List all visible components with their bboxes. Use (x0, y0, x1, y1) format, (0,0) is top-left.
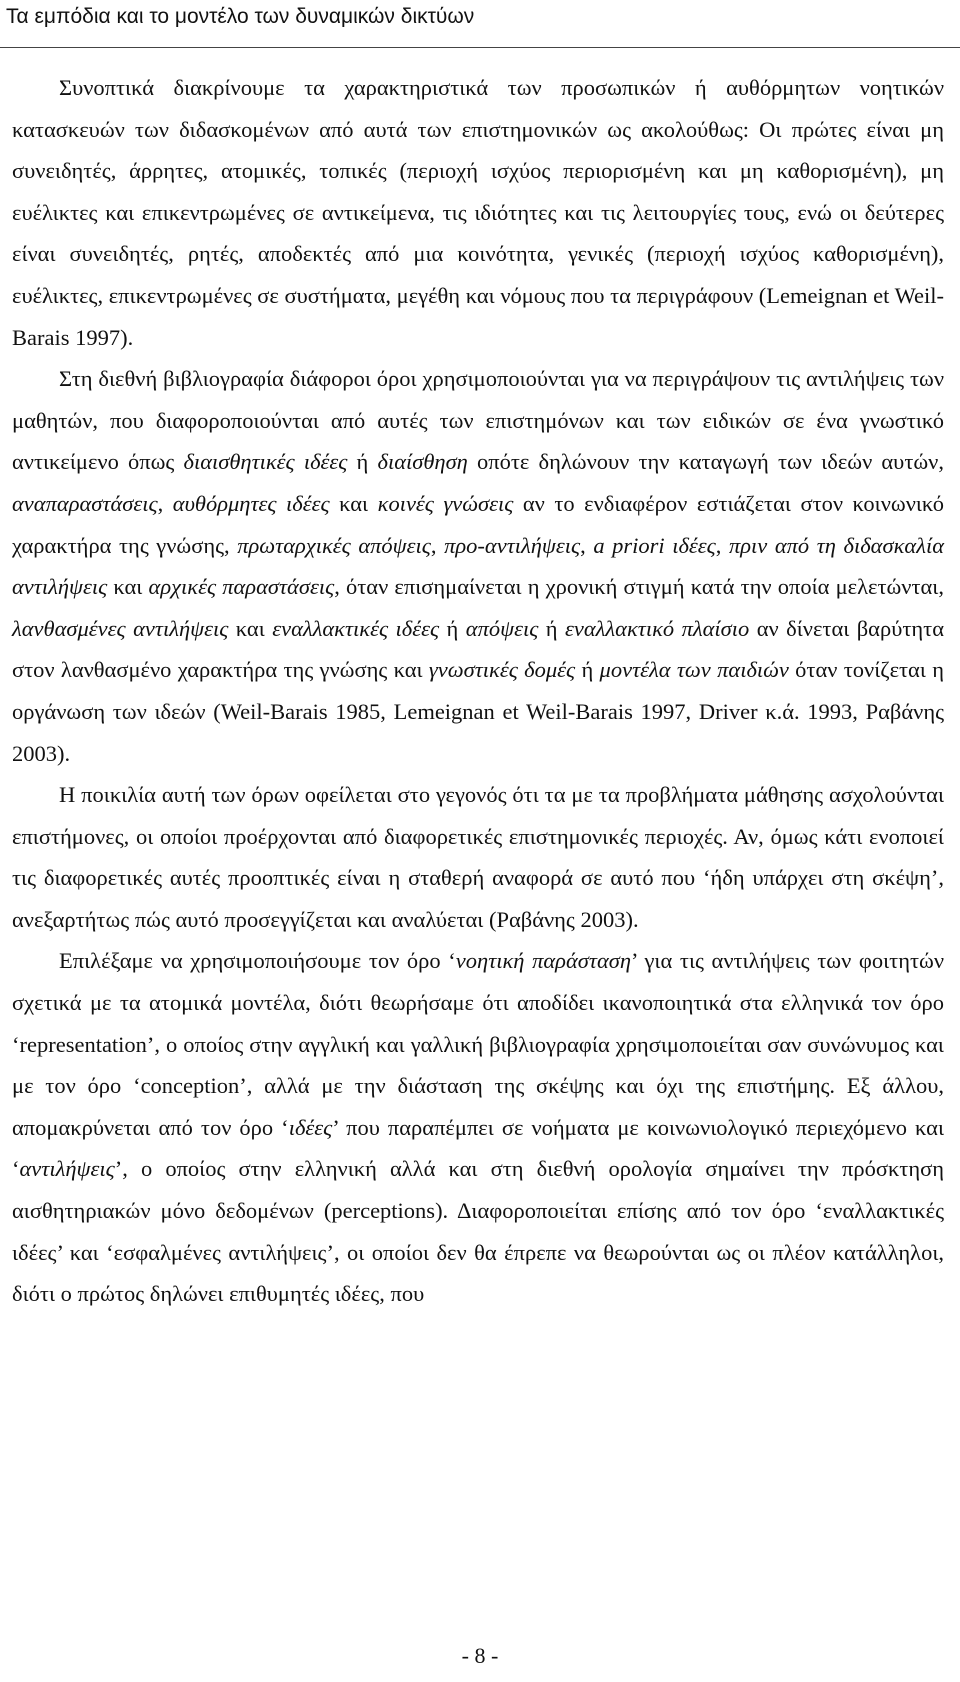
italic-term: διαισθητικές ιδέες (183, 449, 348, 475)
text-run: Συνοπτικά διακρίνουμε τα χαρακτηριστικά των προσωπικών ή αυθόρμητων νοητικών κατασκευών των διδασκομένων από αυτά των επιστημονικών ως ακολούθως: Οι πρώτες είναι μη συνειδητές, άρρητες, ατομικές, τοπικές (περιοχή ισχύος περιορισμένη και μη καθορισμένη), μη ευέλικτες και επικεντρωμένες σε αντικείμενα, τις ιδιότητες και τις λειτουργίες τους, ενώ οι δεύτερες είναι συνειδητές, ρητές, αποδεκτές από μια κοινότητα, γενικές (περιοχή ισχύος καθορισμένη), ευέλικτες, επικεντρωμένες σε συστήματα, μεγέθη και νόμους που τα περιγράφουν (Lemeignan et Weil-Barais 1997). (12, 75, 944, 350)
paragraph (12, 67, 944, 358)
italic-term: προ-αντιλήψεις (444, 532, 581, 558)
document-body (12, 67, 944, 1315)
paragraph (12, 358, 944, 774)
italic-term: εναλλακτικό πλαίσιο (565, 615, 750, 641)
italic-term: αναπαραστάσεις (12, 490, 158, 516)
italic-term: αυθόρμητες ιδέες (172, 490, 330, 516)
italic-term: εναλλακτικές ιδέες (272, 615, 440, 641)
running-header (6, 2, 954, 32)
text-run: αν το ενδιαφέρον εστιάζεται στον κοινωνικό χαρακτήρα της γνώσης, (12, 490, 945, 558)
italic-term: πριν από τη διδασκαλία αντιλήψεις (12, 532, 945, 600)
italic-term: πρωταρχικές απόψεις (237, 532, 431, 558)
text-run: αν δίνεται βαρύτητα στον λανθασμένο χαρακτήρα της γνώσης και (12, 615, 944, 683)
text-run: Επιλέξαμε να χρησιμοποιήσουμε τον όρο ‘ (59, 948, 456, 974)
text-run: και (329, 490, 378, 516)
text-run: , όταν επισημαίνεται η χρονική στιγμή κατά την οποία μελετώνται, (334, 574, 944, 600)
text-run: οπότε δηλώνουν την καταγωγή των ιδεών αυτών, (467, 449, 944, 475)
text-run: ή (347, 449, 378, 475)
text-run: και (107, 574, 149, 600)
paragraph (12, 940, 944, 1314)
text-run: , (715, 532, 729, 558)
italic-term: αντιλήψεις (19, 1156, 115, 1182)
italic-term: μοντέλα των παιδιών (599, 657, 789, 683)
running-title: Τα εμπόδια και το μοντέλο των δυναμικών δικτύων (6, 5, 475, 28)
italic-term: διαίσθηση (377, 449, 468, 475)
page-number: - 8 - (461, 1643, 499, 1668)
italic-term: λανθασμένες αντιλήψεις (12, 615, 229, 641)
text-run: ’ για τις αντιλήψεις των φοιτητών σχετικά με τα ατομικά μοντέλα, διότι θεωρήσαμε ότι αποδίδει ικανοποιητικά στα ελληνικά τον όρο ‘representation’, ο οποίος στην αγγλική και γαλλική βιβλιογραφία χρησιμοποιείται σαν συνώνυμος και με τον όρο ‘conception’, αλλά με την διάσταση της σκέψης και όχι της επιστήμης. Εξ άλλου, απομακρύνεται από τον όρο ‘ (12, 948, 945, 1140)
text-run: και (228, 615, 273, 641)
text-run: ή (538, 615, 566, 641)
italic-term: κοινές γνώσεις (377, 490, 514, 516)
italic-term: αρχικές παραστάσεις (148, 574, 335, 600)
text-run: ’, ο οποίος στην ελληνική αλλά και στη διεθνή ορολογία σημαίνει την πρόσκτηση αισθητηριακών μόνο δεδομένων (perceptions). Διαφοροποιείται επίσης από τον όρο ‘εναλλακτικές ιδέες’ και ‘εσφαλμένες αντιλήψεις’, οι οποίοι δεν θα έπρεπε να θεωρούνται ως οι πλέον κατάλληλοι, διότι ο πρώτος δηλώνει επιθυμητές ιδέες, που (12, 1156, 944, 1307)
paragraph (12, 774, 944, 940)
text-run: ή (439, 615, 466, 641)
italic-term: ιδέες (288, 1114, 333, 1140)
text-run: , (157, 490, 173, 516)
page-footer (0, 1642, 960, 1670)
italic-term: νοητική παράσταση (455, 948, 632, 974)
italic-term: a priori ιδέες (593, 532, 716, 558)
text-run: ’ που παραπέμπει σε νοήματα με κοινωνιολογικό περιεχόμενο και ‘ (12, 1114, 945, 1182)
text-run: ή (575, 657, 600, 683)
text-run: , (580, 532, 594, 558)
text-run: Η ποικιλία αυτή των όρων οφείλεται στο γεγονός ότι τα με τα προβλήματα μάθησης ασχολούνται επιστήμονες, οι οποίοι προέρχονται από διαφορετικές επιστημονικές περιοχές. Αν, όμως κάτι ενοποιεί τις διαφορετικές αυτές προοπτικές είναι η σταθερή αναφορά σε αυτό που ‘ήδη υπάρχει στη σκέψη’, ανεξαρτήτως πώς αυτό προσεγγίζεται και αναλύεται (Ραβάνης 2003). (12, 782, 944, 932)
text-run: , (430, 532, 445, 558)
italic-term: απόψεις (465, 615, 539, 641)
text-run: Στη διεθνή βιβλιογραφία διάφοροι όροι χρησιμοποιούνται για να περιγράψουν τις αντιλήψεις των μαθητών, που διαφοροποιούνται από αυτές των επιστημόνων και των ειδικών σε ένα γνωστικό αντικείμενο όπως (12, 366, 944, 475)
italic-term: γνωστικές δομές (428, 657, 576, 683)
header-rule (0, 47, 960, 48)
text-run: όταν τονίζεται η οργάνωση των ιδεών (Weil-Barais 1985, Lemeignan et Weil-Barais 1997, Driver κ.ά. 1993, Ραβάνης 2003). (12, 657, 944, 766)
